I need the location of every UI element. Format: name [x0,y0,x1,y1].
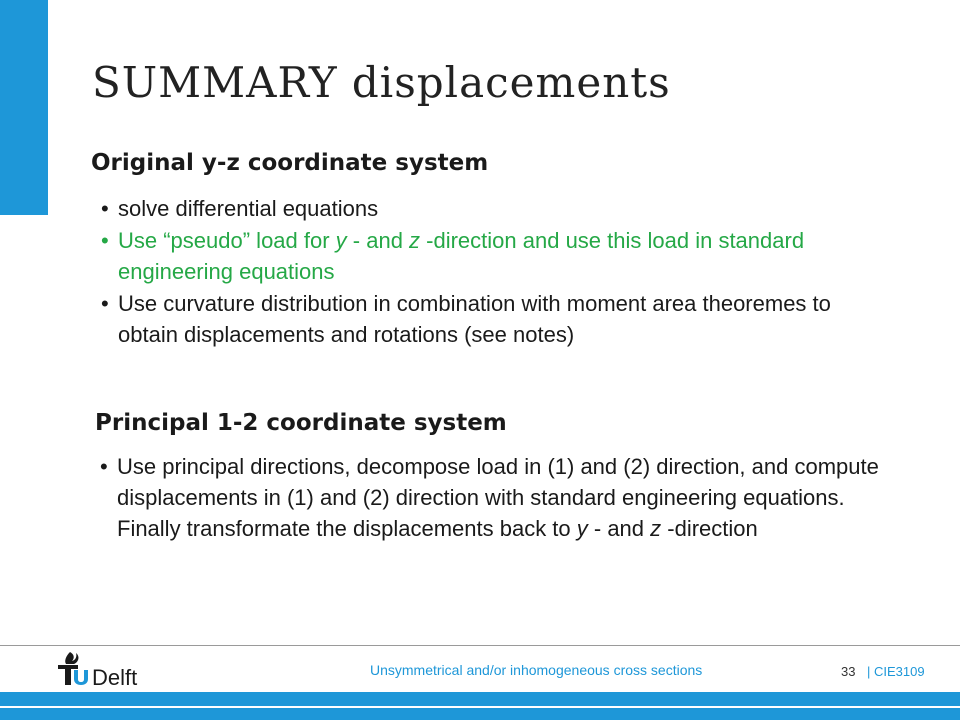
slide-title: SUMMARY displacements [92,58,671,107]
bullet-text: solve differential equations [118,196,379,221]
variable-z: z [409,228,421,253]
bullet-item [101,193,861,224]
bullet-text: Use “pseudo” load for [118,228,336,253]
bullet-text: - and [587,516,651,541]
bullet-text: Use principal directions, decompose load in (1) and (2) direction, and compute displacements in (1) and (2) direction with standard engineering equations. Finally transformate the displacements back to [117,454,879,541]
bullet-list-principal [100,451,900,545]
variable-y: y [576,516,588,541]
variable-z: z [650,516,662,541]
bullet-item [101,288,861,350]
slide-number: 33 [841,664,856,679]
bullet-item [100,451,900,544]
footer-stripe [0,706,960,708]
bullet-text: Use curvature distribution in combination with moment area theoremes to obtain displacements and rotations (see notes) [118,291,831,347]
course-code: | CIE3109 [867,664,925,679]
section-heading-original: Original y-z coordinate system [91,150,489,176]
course-title: Unsymmetrical and/or inhomogeneous cross sections [370,662,703,678]
svg-text:Delft: Delft [92,665,138,688]
bullet-text: - and [346,228,410,253]
accent-bar [0,0,48,215]
variable-y: y [335,228,347,253]
bullet-text: -direction and use this load in standard engineering equations [118,228,805,284]
bullet-text: -direction [661,516,758,541]
bullet-item-highlight [101,225,861,287]
bullet-list-original [101,193,861,351]
section-heading-principal: Principal 1-2 coordinate system [95,410,507,436]
footer-divider [0,645,960,646]
tudelft-logo [58,650,168,688]
